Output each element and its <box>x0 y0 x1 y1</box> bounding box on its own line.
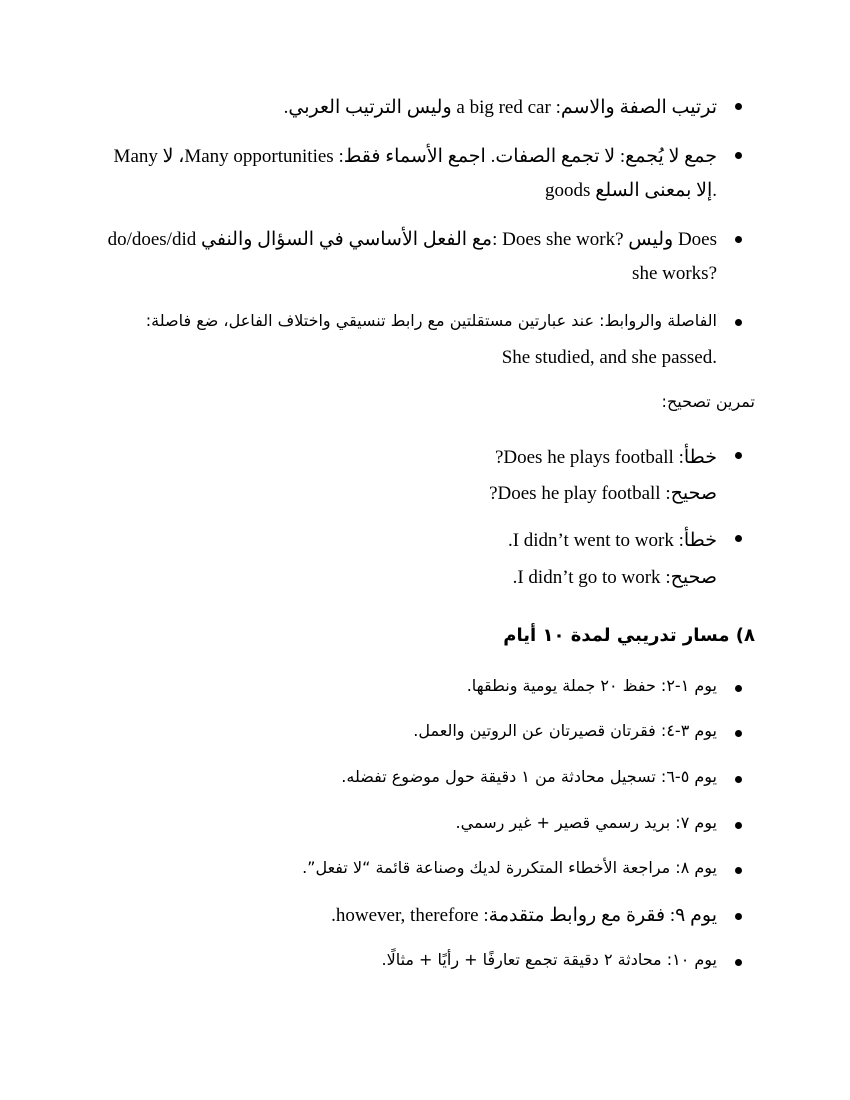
plan-item-6: يوم ٩: فقرة مع روابط متقدمة: however, therefore. <box>331 905 717 926</box>
plan-item-5: يوم ٨: مراجعة الأخطاء المتكررة لديك وصناعة قائمة “لا تفعل”. <box>302 858 717 877</box>
plan-item-3: يوم ٥-٦: تسجيل محادثة من ١ دقيقة حول موضوع تفضله. <box>341 767 717 786</box>
bullet-dot <box>735 535 742 542</box>
bullet-dot <box>735 319 742 326</box>
section-heading: ٨) مسار تدريبي لمدة ١٠ أيام <box>503 625 755 646</box>
bullet-dot <box>735 730 742 737</box>
bullet-dot <box>735 685 742 692</box>
exercise-2-right: صحيح: I didn’t go to work. <box>512 567 717 588</box>
bullet-dot <box>735 913 742 920</box>
bullet-dot <box>735 867 742 874</box>
rule-3-line-2: she works? <box>632 263 717 284</box>
rule-4-line-2: She studied, and she passed. <box>501 347 717 368</box>
bullet-dot <box>735 822 742 829</box>
rule-2-line-1: جمع لا يُجمع: لا تجمع الصفات. اجمع الأسماء فقط: Many opportunities، لا Many <box>113 146 717 167</box>
plan-item-1: يوم ١-٢: حفظ ٢٠ جملة يومية ونطقها. <box>466 676 717 695</box>
rule-3-line-1: do/does/did مع الفعل الأساسي في السؤال والنفي: Does she work? وليس Does <box>107 229 717 250</box>
bullet-dot <box>735 452 742 459</box>
exercise-1-wrong: خطأ: Does he plays football? <box>494 447 717 468</box>
bullet-dot <box>735 152 742 159</box>
rule-2-line-2: goods إلا بمعنى السلع. <box>545 180 717 201</box>
exercise-2-wrong: خطأ: I didn’t went to work. <box>507 530 717 551</box>
bullet-dot <box>735 776 742 783</box>
rule-1-line-1: ترتيب الصفة والاسم: a big red car وليس الترتيب العربي. <box>283 97 717 118</box>
exercise-1-right: صحيح: Does he play football? <box>489 483 717 504</box>
plan-item-7: يوم ١٠: محادثة ٢ دقيقة تجمع تعارفًا + رأيًا + مثالًا. <box>381 950 717 969</box>
bullet-dot <box>735 959 742 966</box>
exercise-title: تمرين تصحيح: <box>661 392 755 411</box>
bullet-dot <box>735 103 742 110</box>
plan-item-2: يوم ٣-٤: فقرتان قصيرتان عن الروتين والعمل. <box>413 721 717 740</box>
rule-4-line-1: الفاصلة والروابط: عند عبارتين مستقلتين مع رابط تنسيقي واختلاف الفاعل، ضع فاصلة: <box>145 311 717 330</box>
plan-item-4: يوم ٧: بريد رسمي قصير + غير رسمي. <box>455 813 717 832</box>
bullet-dot <box>735 236 742 243</box>
